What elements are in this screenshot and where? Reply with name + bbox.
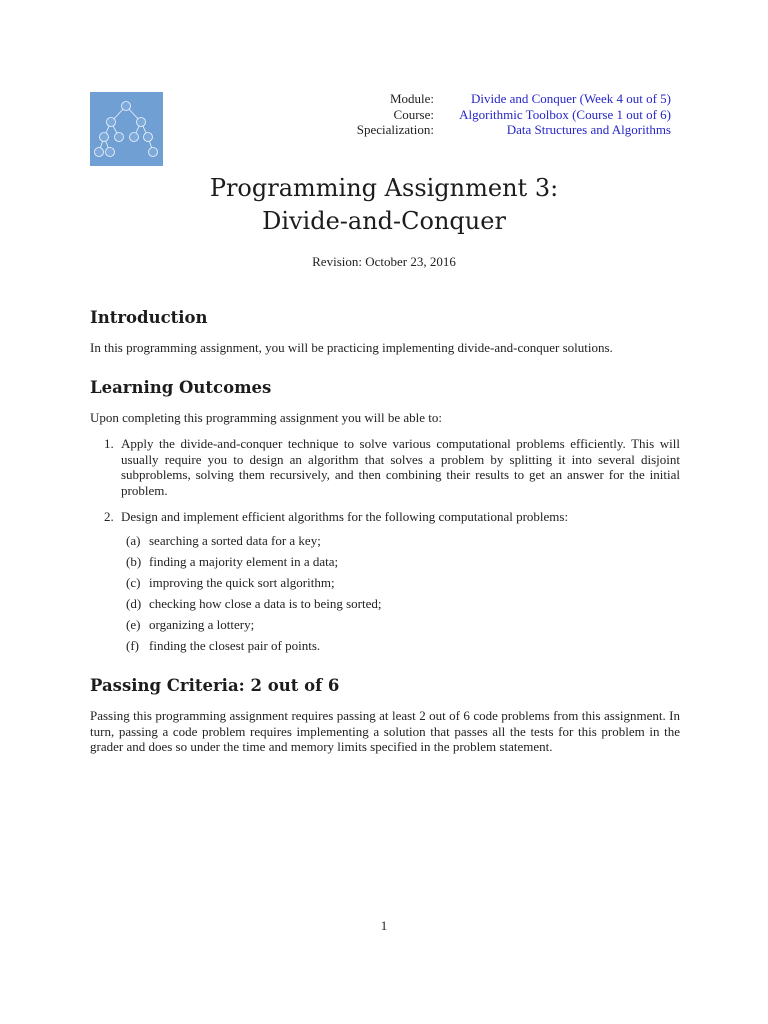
introduction-heading: Introduction: [90, 308, 208, 327]
list-number: 1.: [104, 436, 114, 451]
module-link[interactable]: Divide and Conquer (Week 4 out of 5): [470, 91, 671, 106]
learning-outcomes-heading: Learning Outcomes: [90, 378, 272, 397]
title-line-2: Divide-and-Conquer: [262, 207, 506, 235]
specialization-link[interactable]: Data Structures and Algorithms: [506, 122, 671, 137]
sub-list-text: finding a majority element in a data;: [149, 554, 339, 569]
learning-outcomes-intro: Upon completing this programming assignment you will be able to:: [90, 410, 443, 425]
passing-criteria-heading: Passing Criteria: 2 out of 6: [90, 676, 340, 695]
sub-list-label: (b): [126, 554, 142, 569]
list-text: Design and implement efficient algorithms for the following computational problems:: [121, 509, 569, 524]
meta-row-course: [330, 107, 671, 123]
sub-list-item: [126, 617, 254, 633]
sub-list-item: [126, 596, 382, 612]
sub-list-text: finding the closest pair of points.: [149, 638, 321, 653]
list-number: 2.: [104, 509, 114, 524]
list-item: [104, 509, 680, 525]
sub-list-label: (f): [126, 638, 139, 653]
meta-label: Course:: [393, 106, 434, 122]
sub-list-text: searching a sorted data for a key;: [149, 533, 321, 548]
meta-row-specialization: [330, 122, 671, 138]
meta-row-module: [330, 91, 671, 107]
course-link[interactable]: Algorithmic Toolbox (Course 1 out of 6): [459, 106, 671, 122]
revision-date: Revision: October 23, 2016: [312, 254, 456, 269]
course-meta: [330, 91, 671, 138]
sub-list-text: organizing a lottery;: [149, 617, 255, 632]
meta-label: Module:: [389, 91, 434, 106]
passing-criteria-text: Passing this programming assignment requires passing at least 2 out of 6 code problems from this assignment. In turn, passing a code problem requires implementing a solution that passes all the tests for this problem in the grader and does so under the time and memory limits specified in the problem statement.: [90, 708, 680, 755]
introduction-text: In this programming assignment, you will be practicing implementing divide-and-conquer solutions.: [90, 340, 613, 355]
meta-label: Specialization:: [356, 122, 434, 137]
page-number: 1: [380, 918, 388, 933]
list-text: Apply the divide-and-conquer technique to solve various computational problems efficiently. This will usually require you to design an algorithm that solves a problem by splitting it into several disjoint subproblems, solving them recursively, and then combining their results to get an answer for the initial problem.: [121, 436, 680, 498]
sub-list-item: [126, 638, 320, 654]
binary-tree-icon: [90, 92, 163, 166]
list-item: [104, 436, 680, 498]
sub-list-label: (a): [126, 533, 141, 548]
sub-list-label: (c): [126, 575, 141, 590]
sub-list-label: (d): [126, 596, 142, 611]
page-title: [0, 172, 768, 238]
sub-list-item: [126, 533, 321, 549]
sub-list-item: [126, 575, 335, 591]
sub-list-text: improving the quick sort algorithm;: [149, 575, 335, 590]
sub-list-text: checking how close a data is to being sorted;: [149, 596, 382, 611]
sub-list-label: (e): [126, 617, 141, 632]
sub-list-item: [126, 554, 338, 570]
title-line-1: Programming Assignment 3:: [209, 174, 559, 202]
